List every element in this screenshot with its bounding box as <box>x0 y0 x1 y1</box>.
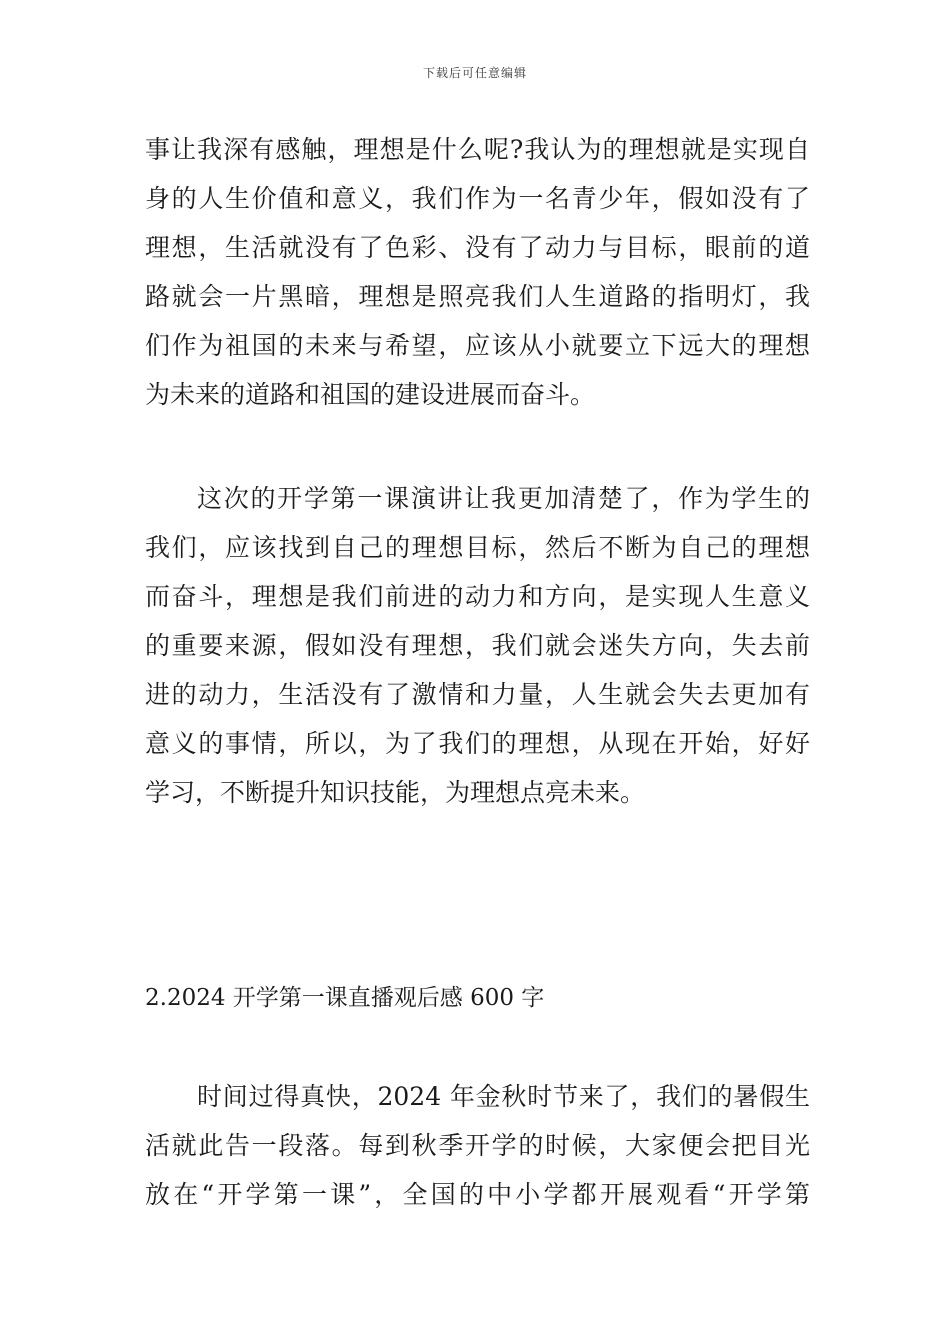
paragraph-line: 时间过得真快，2024 年金秋时节来了，我们的暑假生 <box>197 1082 810 1111</box>
paragraph-line: 身的人生价值和意义，我们作为一名青少年，假如没有了 <box>145 184 810 213</box>
paragraph-line: 事让我深有感触，理想是什么呢?我认为的理想就是实现自 <box>145 135 810 164</box>
paragraph-line: 学习，不断提升知识技能，为理想点亮未来。 <box>145 778 646 807</box>
paragraph-3 <box>145 1072 810 1219</box>
paragraph-line: 意义的事情，所以，为了我们的理想，从现在开始，好好 <box>145 729 810 758</box>
paragraph-line: 为未来的道路和祖国的建设进展而奋斗。 <box>145 380 596 409</box>
section-heading: 2.2024 开学第一课直播观后感 600 字 <box>145 985 545 1011</box>
paragraph-line: 路就会一片黑暗，理想是照亮我们人生道路的指明灯，我 <box>145 282 810 311</box>
paragraph-line: 放在“开学第一课”，全国的中小学都开展观看“开学第 <box>145 1180 810 1209</box>
paragraph-line: 而奋斗，理想是我们前进的动力和方向，是实现人生意义 <box>145 582 810 611</box>
page-header-note: 下载后可任意编辑 <box>422 66 527 80</box>
paragraph-line: 们作为祖国的未来与希望，应该从小就要立下远大的理想 <box>145 331 810 360</box>
paragraph-line: 这次的开学第一课演讲让我更加清楚了，作为学生的 <box>197 484 810 513</box>
paragraph-line: 的重要来源，假如没有理想，我们就会迷失方向，失去前 <box>145 631 810 660</box>
paragraph-2 <box>145 474 810 817</box>
paragraph-line: 我们，应该找到自己的理想目标，然后不断为自己的理想 <box>145 533 810 562</box>
paragraph-line: 进的动力，生活没有了激情和力量，人生就会失去更加有 <box>145 680 810 709</box>
paragraph-line: 活就此告一段落。每到秋季开学的时候，大家便会把目光 <box>145 1131 810 1160</box>
paragraph-line: 理想，生活就没有了色彩、没有了动力与目标，眼前的道 <box>145 233 810 262</box>
paragraph-1 <box>145 125 810 419</box>
